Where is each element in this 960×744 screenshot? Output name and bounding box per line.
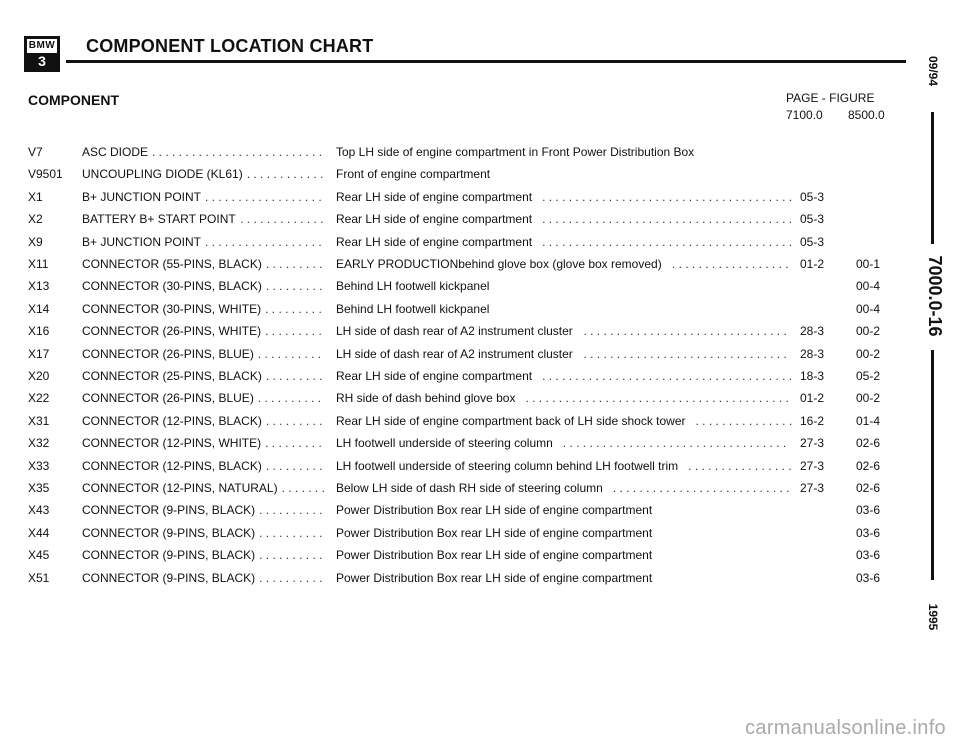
- figure-reference-value: 03-6: [856, 571, 881, 585]
- table-row: [0, 478, 900, 498]
- leader-dots: . . . . . . . . . .: [259, 526, 323, 540]
- leader-dots: . . . . . . . . . . . . . . . . . . . . . . . . . .: [152, 145, 323, 159]
- component-name: CONNECTOR (12-PINS, NATURAL): [82, 481, 278, 495]
- component-location: Rear LH side of engine compartment: [336, 190, 533, 204]
- page-figure-value: 28-3: [800, 347, 825, 361]
- figure-reference-value: 00-2: [856, 347, 881, 361]
- component-name: ASC DIODE: [82, 145, 149, 159]
- component-code: X2: [28, 212, 43, 226]
- component-name: BATTERY B+ START POINT: [82, 212, 236, 226]
- component-name: CONNECTOR (9-PINS, BLACK): [82, 571, 256, 585]
- table-row: [0, 568, 900, 588]
- component-code: X14: [28, 302, 50, 316]
- spine-page-number: 7000.0-16: [925, 255, 945, 337]
- component-name: CONNECTOR (30-PINS, WHITE): [82, 302, 262, 316]
- watermark: carmanualsonline.info: [745, 717, 946, 739]
- table-row: [0, 209, 900, 229]
- component-code: X31: [28, 414, 50, 428]
- leader-dots: . . . . . . . . .: [265, 459, 323, 473]
- leader-dots: . . . . . . . . .: [265, 414, 323, 428]
- leader-dots: . . . . . . . . .: [265, 436, 322, 450]
- component-location: Rear LH side of engine compartment back of LH side shock tower: [336, 414, 686, 428]
- component-name: B+ JUNCTION POINT: [82, 190, 202, 204]
- component-name: CONNECTOR (25-PINS, BLACK): [82, 369, 262, 383]
- leader-dots: . . . . . . . . . . . . . . . .: [688, 459, 792, 473]
- page-figure-value: 05-3: [800, 212, 825, 226]
- table-row: [0, 344, 900, 364]
- figure-reference-value: 01-4: [856, 414, 881, 428]
- leader-dots: . . . . . . . . .: [265, 324, 322, 338]
- component-name: CONNECTOR (26-PINS, BLUE): [82, 391, 254, 405]
- component-code: X32: [28, 436, 50, 450]
- component-name: CONNECTOR (26-PINS, BLUE): [82, 347, 254, 361]
- component-name: CONNECTOR (12-PINS, BLACK): [82, 414, 262, 428]
- leader-dots: . . . . . . . . . . . . . . . . . . . . . . . . . . . . . . . . . .: [562, 436, 787, 450]
- leader-dots: . . . . . . . . .: [265, 302, 322, 316]
- spine-year: 1995: [926, 603, 940, 631]
- table-row: [0, 500, 900, 520]
- table-row: [0, 456, 900, 476]
- page-title: COMPONENT LOCATION CHART: [86, 36, 374, 56]
- page-figure-header: PAGE - FIGURE: [786, 91, 875, 105]
- figure-reference-value: 00-2: [856, 324, 881, 338]
- component-location: Power Distribution Box rear LH side of engine compartment: [336, 548, 653, 562]
- leader-dots: . . . . . . . . . .: [259, 548, 323, 562]
- component-location: Rear LH side of engine compartment: [336, 369, 533, 383]
- component-code: X13: [28, 279, 50, 293]
- logo-series-text: 3: [27, 54, 57, 69]
- page-figure-value: 05-3: [800, 190, 825, 204]
- figure-reference-value: 02-6: [856, 481, 881, 495]
- table-row: [0, 411, 900, 431]
- table-row: [0, 388, 900, 408]
- component-name: CONNECTOR (9-PINS, BLACK): [82, 526, 256, 540]
- component-location: RH side of dash behind glove box: [336, 391, 516, 405]
- table-row: [0, 254, 900, 274]
- component-name: CONNECTOR (12-PINS, WHITE): [82, 436, 262, 450]
- table-row: [0, 523, 900, 543]
- page-figure-value: 05-3: [800, 235, 825, 249]
- table-row: [0, 187, 900, 207]
- page-figure-value: 16-2: [800, 414, 825, 428]
- component-location: Rear LH side of engine compartment: [336, 235, 533, 249]
- leader-dots: . . . . . . . . . .: [259, 571, 323, 585]
- spine-rule-top: [931, 112, 934, 244]
- page-figure-value: 01-2: [800, 391, 825, 405]
- figure-reference-value: 05-2: [856, 369, 881, 383]
- component-location: Top LH side of engine compartment in Front Power Distribution Box: [336, 145, 695, 159]
- leader-dots: . . . . . . . . . . . . . . . . . . . . . . . . . . . . . . . . . . . . . .: [542, 235, 793, 249]
- component-location: Power Distribution Box rear LH side of engine compartment: [336, 571, 653, 585]
- spine-date: 09/94: [926, 56, 940, 87]
- page-figure-value: 01-2: [800, 257, 825, 271]
- component-code: V9501: [28, 167, 63, 181]
- component-code: X45: [28, 548, 50, 562]
- component-name: CONNECTOR (9-PINS, BLACK): [82, 548, 256, 562]
- component-name: CONNECTOR (12-PINS, BLACK): [82, 459, 262, 473]
- leader-dots: . . . . . . . . .: [265, 257, 323, 271]
- title-underline: [66, 60, 906, 63]
- component-code: X11: [28, 257, 49, 271]
- page-figure-value: 27-3: [800, 436, 825, 450]
- leader-dots: . . . . . . . . . .: [257, 347, 322, 361]
- spine-rule-middle: [931, 350, 934, 580]
- component-location: Below LH side of dash RH side of steering column: [336, 481, 603, 495]
- leader-dots: . . . . . . . . . . . . . . . . . .: [205, 235, 322, 249]
- leader-dots: . . . . . . . . . . . . . . . . . . . . . . . . . . . . . . . . . . . . . .: [542, 212, 793, 226]
- leader-dots: . . . . . . . . . . . . . . . . . . . . . . . . . . . . . . . . . . . . . .: [542, 190, 793, 204]
- figure-reference-value: 00-2: [856, 391, 881, 405]
- leader-dots: . . . . . . . . . . . . . . . . . .: [205, 190, 322, 204]
- leader-dots: . . . . . . .: [281, 481, 325, 495]
- component-code: X33: [28, 459, 50, 473]
- component-location: LH footwell underside of steering column behind LH footwell trim: [336, 459, 679, 473]
- leader-dots: . . . . . . . . . . . . . . . . . . . . . . . . . . . . . . .: [583, 347, 787, 361]
- component-location: Rear LH side of engine compartment: [336, 212, 533, 226]
- page-figure-value: 18-3: [800, 369, 825, 383]
- component-location: EARLY PRODUCTIONbehind glove box (glove box removed): [336, 257, 662, 271]
- component-location: Power Distribution Box rear LH side of engine compartment: [336, 526, 653, 540]
- component-location: LH footwell underside of steering column: [336, 436, 553, 450]
- component-name: CONNECTOR (55-PINS, BLACK): [82, 257, 262, 271]
- table-row: [0, 366, 900, 386]
- component-name: UNCOUPLING DIODE (KL61): [82, 167, 243, 181]
- component-code: X17: [28, 347, 50, 361]
- page-figure-value: 27-3: [800, 459, 825, 473]
- leader-dots: . . . . . . . . . . . . . . .: [695, 414, 793, 428]
- component-code: X43: [28, 503, 50, 517]
- component-code: X1: [28, 190, 43, 204]
- leader-dots: . . . . . . . . .: [265, 369, 323, 383]
- component-name: CONNECTOR (9-PINS, BLACK): [82, 503, 256, 517]
- table-row: [0, 299, 900, 319]
- figure-reference-value: 03-6: [856, 503, 881, 517]
- bmw-3-series-logo: [24, 36, 60, 72]
- table-row: [0, 276, 900, 296]
- leader-dots: . . . . . . . . . . . . .: [240, 212, 324, 226]
- table-row: [0, 232, 900, 252]
- table-row: [0, 321, 900, 341]
- component-code: X51: [28, 571, 50, 585]
- figure-reference-value: 03-6: [856, 548, 881, 562]
- component-name: B+ JUNCTION POINT: [82, 235, 202, 249]
- component-code: X20: [28, 369, 50, 383]
- component-location: Power Distribution Box rear LH side of engine compartment: [336, 503, 653, 517]
- figure-reference-value: 03-6: [856, 526, 881, 540]
- component-code: X44: [28, 526, 50, 540]
- component-column-header: COMPONENT: [28, 92, 119, 108]
- table-row: [0, 142, 900, 162]
- figure-reference-value: 02-6: [856, 436, 881, 450]
- component-code: X16: [28, 324, 50, 338]
- logo-brand-text: BMW: [27, 39, 57, 55]
- page-figure-value: 28-3: [800, 324, 825, 338]
- figure-reference-number: 8500.0: [848, 108, 885, 122]
- figure-reference-value: 00-1: [856, 257, 881, 271]
- component-name: CONNECTOR (30-PINS, BLACK): [82, 279, 262, 293]
- component-name: CONNECTOR (26-PINS, WHITE): [82, 324, 262, 338]
- leader-dots: . . . . . . . . . . . . . . . . . . . . . . . . . . . . . . . . . . . . . . . .: [525, 391, 789, 405]
- component-code: X35: [28, 481, 50, 495]
- leader-dots: . . . . . . . . . .: [259, 503, 323, 517]
- leader-dots: . . . . . . . . . .: [257, 391, 322, 405]
- figure-reference-value: 00-4: [856, 279, 881, 293]
- leader-dots: . . . . . . . . . . . . . . . . . . . . . . . . . . .: [612, 481, 790, 495]
- leader-dots: . . . . . . . . . . . . . . . . . . . . . . . . . . . . . . . . . . . . . .: [542, 369, 793, 383]
- figure-reference-value: 00-4: [856, 302, 881, 316]
- leader-dots: . . . . . . . . . . . . . . . . . .: [671, 257, 789, 271]
- table-row: [0, 433, 900, 453]
- component-location: Front of engine compartment: [336, 167, 491, 181]
- leader-dots: . . . . . . . . . . . . . . . . . . . . . . . . . . . . . . .: [583, 324, 787, 338]
- page-reference-number: 7100.0: [786, 108, 823, 122]
- component-code: V7: [28, 145, 43, 159]
- table-row: [0, 164, 900, 184]
- table-row: [0, 545, 900, 565]
- component-code: X9: [28, 235, 43, 249]
- figure-reference-value: 02-6: [856, 459, 881, 473]
- component-location: Behind LH footwell kickpanel: [336, 302, 490, 316]
- page-figure-value: 27-3: [800, 481, 825, 495]
- component-location: LH side of dash rear of A2 instrument cluster: [336, 324, 573, 338]
- component-location: LH side of dash rear of A2 instrument cluster: [336, 347, 573, 361]
- component-location: Behind LH footwell kickpanel: [336, 279, 490, 293]
- leader-dots: . . . . . . . . . . . .: [246, 167, 324, 181]
- component-code: X22: [28, 391, 50, 405]
- leader-dots: . . . . . . . . .: [265, 279, 323, 293]
